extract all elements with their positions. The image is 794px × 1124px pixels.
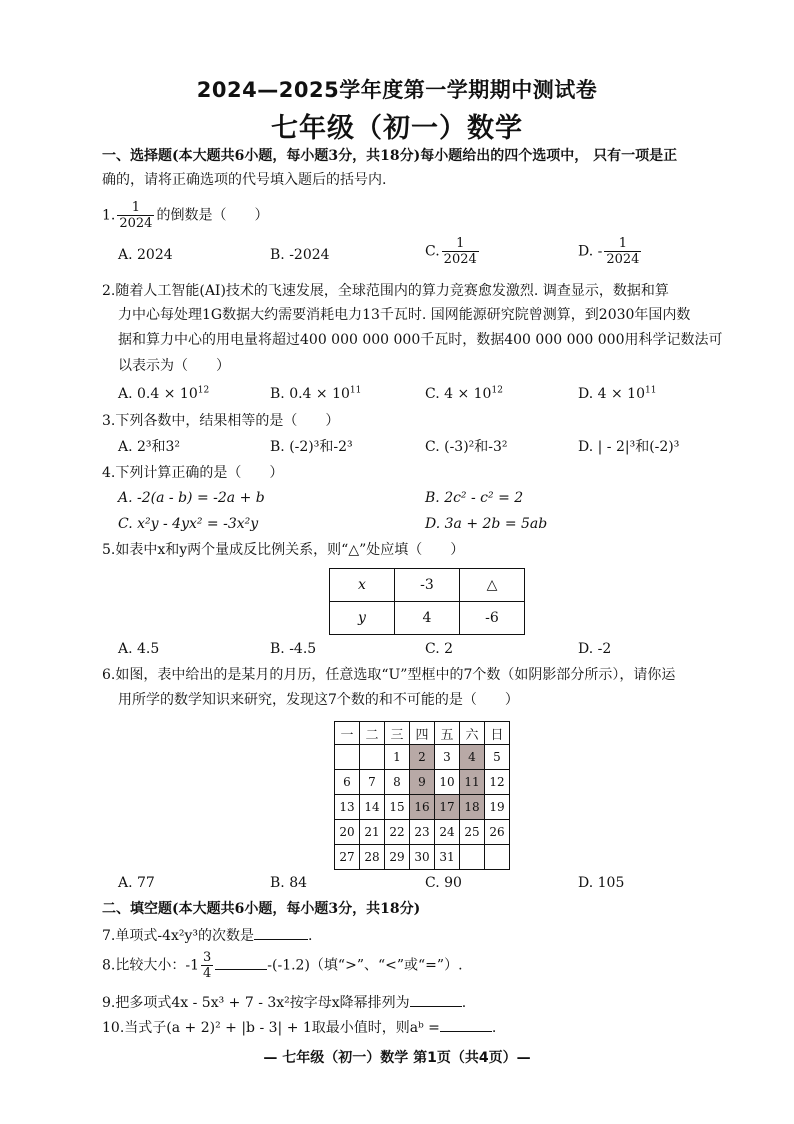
q2-option-a — [118, 385, 209, 403]
q6-option-c: C. 90 — [425, 875, 462, 891]
q9-text: 9.把多项式4x - 5x³ + 7 - 3x²按字母x降幂排列为 — [102, 995, 410, 1011]
calendar-weekday-header: 四 — [410, 722, 435, 745]
q3-option-d: D. | - 2|³和(-2)³ — [578, 439, 680, 455]
q3-option-c: C. (-3)²和-3² — [425, 439, 508, 455]
calendar-body — [335, 745, 510, 870]
calendar-weekday-header: 五 — [435, 722, 460, 745]
calendar-day-cell: 17 — [435, 795, 460, 820]
calendar-day-cell: 27 — [335, 845, 360, 870]
calendar-day-cell: 16 — [410, 795, 435, 820]
q4-option-a: A. -2(a - b) = -2a + b — [118, 490, 265, 506]
q1-c-fraction — [442, 236, 479, 267]
q6-option-d: D. 105 — [578, 875, 625, 891]
q1-number: 1. — [102, 207, 116, 224]
q2-line2: 力中心每处理1G数据大约需要消耗电力13千瓦时. 国网能源研究院曾测算，到2030年国内数 — [118, 307, 691, 323]
calendar-week-row — [335, 770, 510, 795]
q4-option-c: C. x²y - 4yx² = -3x²y — [118, 516, 259, 532]
q2-a-base: A. 0.4 × 10 — [118, 386, 198, 402]
calendar-weekday-header: 六 — [460, 722, 485, 745]
table-cell: △ — [460, 569, 525, 602]
calendar-day-cell: 28 — [360, 845, 385, 870]
question-7 — [102, 927, 312, 945]
q4-stem: 4.下列计算正确的是（ ） — [102, 465, 284, 481]
calendar-day-cell — [460, 845, 485, 870]
section2-instructions: 二、填空题(本大题共6小题，每小题3分，共18分) — [102, 901, 421, 917]
calendar-day-cell: 11 — [460, 770, 485, 795]
question-8 — [102, 950, 463, 981]
calendar-day-cell: 4 — [460, 745, 485, 770]
q6-line1: 6.如图，表中给出的是某月的月历，任意选取“U”型框中的7个数（如阴影部分所示），请你运 — [102, 667, 676, 683]
q2-option-c — [425, 385, 503, 403]
q5-option-c: C. 2 — [425, 641, 454, 657]
calendar-day-cell: 19 — [485, 795, 510, 820]
q1-c-prefix: C. — [425, 243, 440, 260]
q1-d-den: 2024 — [606, 252, 640, 267]
calendar-weekday-header: 日 — [485, 722, 510, 745]
table-cell: 4 — [395, 602, 460, 635]
calendar-week-row — [335, 845, 510, 870]
q9-answer-blank[interactable] — [410, 1006, 462, 1007]
calendar-week-row — [335, 795, 510, 820]
q6-line2: 用所学的数学知识来研究，发现这7个数的和不可能的是（ ） — [118, 692, 519, 708]
q1-option-a: A. 2024 — [118, 247, 173, 263]
q6-option-b: B. 84 — [270, 875, 308, 891]
calendar-weekday-header: 一 — [335, 722, 360, 745]
question-1 — [102, 200, 268, 231]
calendar-day-cell: 15 — [385, 795, 410, 820]
q2-option-b — [270, 385, 361, 403]
calendar-weekday-header: 二 — [360, 722, 385, 745]
section1-instructions-line2: 确的，请将正确选项的代号填入题后的括号内. — [102, 172, 387, 188]
q2-b-base: B. 0.4 × 10 — [270, 386, 350, 402]
q8-text-end: -(-1.2)（填“>”、“<”或“=”）. — [267, 957, 463, 974]
q7-answer-blank[interactable] — [254, 939, 308, 940]
calendar-day-cell: 13 — [335, 795, 360, 820]
q3-option-b: B. (-2)³和-2³ — [270, 439, 353, 455]
calendar-header-row — [335, 722, 510, 745]
q2-c-base: C. 4 × 10 — [425, 386, 492, 402]
calendar-day-cell: 30 — [410, 845, 435, 870]
q1-c-den: 2024 — [443, 252, 477, 267]
exam-title: 2024—2025学年度第一学期期中测试卷 — [196, 78, 598, 102]
q1-c-num: 1 — [442, 236, 479, 252]
calendar-day-cell: 14 — [360, 795, 385, 820]
q2-line3: 据和算力中心的用电量将超过400 000 000 000千瓦时，数据400 000 000 000用科学记数法可 — [118, 332, 723, 348]
q2-c-exp: 12 — [491, 385, 503, 396]
table-cell: y — [330, 602, 395, 635]
q8-answer-blank[interactable] — [215, 969, 267, 970]
calendar-day-cell: 8 — [385, 770, 410, 795]
q2-d-base: D. 4 × 10 — [578, 386, 645, 402]
q5-xy-table — [329, 568, 525, 635]
q1-d-prefix: D. - — [578, 243, 603, 260]
calendar-day-cell — [360, 745, 385, 770]
q5-row-y — [330, 602, 525, 635]
calendar-day-cell: 26 — [485, 820, 510, 845]
calendar-day-cell: 7 — [360, 770, 385, 795]
calendar-day-cell: 18 — [460, 795, 485, 820]
calendar-day-cell: 31 — [435, 845, 460, 870]
q5-option-a: A. 4.5 — [118, 641, 160, 657]
calendar-day-cell: 21 — [360, 820, 385, 845]
q8-text-start: 8.比较大小：-1 — [102, 957, 199, 974]
calendar-day-cell: 25 — [460, 820, 485, 845]
calendar-day-cell: 3 — [435, 745, 460, 770]
q4-option-d: D. 3a + 2b = 5ab — [425, 516, 548, 532]
q2-line4: 以表示为（ ） — [118, 358, 230, 374]
q5-option-b: B. -4.5 — [270, 641, 317, 657]
question-10 — [102, 1019, 496, 1037]
q2-option-d — [578, 385, 656, 403]
q7-period: . — [308, 928, 313, 944]
q1-option-d — [578, 236, 643, 267]
table-cell: -3 — [395, 569, 460, 602]
calendar-day-cell: 10 — [435, 770, 460, 795]
q6-option-a: A. 77 — [118, 875, 155, 891]
q1-option-c — [425, 236, 481, 267]
q5-option-d: D. -2 — [578, 641, 612, 657]
calendar-day-cell: 22 — [385, 820, 410, 845]
q2-line1: 2.随着人工智能(AI)技术的飞速发展，全球范围内的算力竞赛愈发激烈. 调查显示，数据和算 — [102, 283, 669, 299]
q10-answer-blank[interactable] — [440, 1031, 492, 1032]
calendar-day-cell: 24 — [435, 820, 460, 845]
q7-text: 7.单项式-4x²y³的次数是 — [102, 928, 255, 944]
calendar-day-cell: 29 — [385, 845, 410, 870]
exam-subject-title: 七年级（初一）数学 — [271, 113, 523, 144]
q1-frac-den: 2024 — [119, 216, 153, 231]
calendar-day-cell: 1 — [385, 745, 410, 770]
calendar-day-cell: 9 — [410, 770, 435, 795]
calendar-day-cell — [485, 845, 510, 870]
question-9 — [102, 994, 466, 1012]
q1-frac-num: 1 — [117, 200, 154, 216]
calendar-day-cell: 23 — [410, 820, 435, 845]
q9-period: . — [461, 995, 467, 1011]
q5-row-x — [330, 569, 525, 602]
calendar-day-cell — [335, 745, 360, 770]
q1-d-fraction — [604, 236, 641, 267]
q5-stem: 5.如表中x和y两个量成反比例关系，则“△”处应填（ ） — [102, 542, 465, 558]
q8-frac-num: 3 — [203, 950, 212, 965]
calendar-day-cell: 20 — [335, 820, 360, 845]
table-cell: -6 — [460, 602, 525, 635]
q8-fraction — [201, 950, 213, 981]
q2-a-exp: 12 — [197, 385, 210, 396]
q1-fraction — [117, 200, 154, 231]
q2-b-exp: 11 — [349, 385, 362, 396]
calendar-day-cell: 5 — [485, 745, 510, 770]
q10-period: . — [491, 1020, 497, 1036]
q1-d-num: 1 — [604, 236, 641, 252]
q10-text: 10.当式子(a + 2)² + |b - 3| + 1取最小值时，则aᵇ = — [102, 1020, 440, 1036]
calendar-week-row — [335, 820, 510, 845]
section1-instructions-line1: 一、选择题(本大题共6小题，每小题3分，共18分)每小题给出的四个选项中， 只有一项是正 — [102, 148, 678, 164]
q3-option-a: A. 2³和3² — [118, 439, 181, 455]
q4-option-b: B. 2c² - c² = 2 — [425, 490, 524, 506]
page-footer: — 七年级（初一）数学 第1页（共4页）— — [263, 1050, 531, 1066]
q1-option-b: B. -2024 — [270, 247, 330, 263]
table-cell: x — [330, 569, 395, 602]
calendar-day-cell: 12 — [485, 770, 510, 795]
calendar-weekday-header: 三 — [385, 722, 410, 745]
calendar-week-row — [335, 745, 510, 770]
q8-frac-den: 4 — [203, 966, 212, 981]
q3-stem: 3.下列各数中，结果相等的是（ ） — [102, 413, 340, 429]
calendar-day-cell: 6 — [335, 770, 360, 795]
calendar-day-cell: 2 — [410, 745, 435, 770]
q6-calendar — [334, 721, 510, 870]
q1-text: 的倒数是（ ） — [156, 207, 269, 224]
q2-d-exp: 11 — [644, 385, 657, 396]
